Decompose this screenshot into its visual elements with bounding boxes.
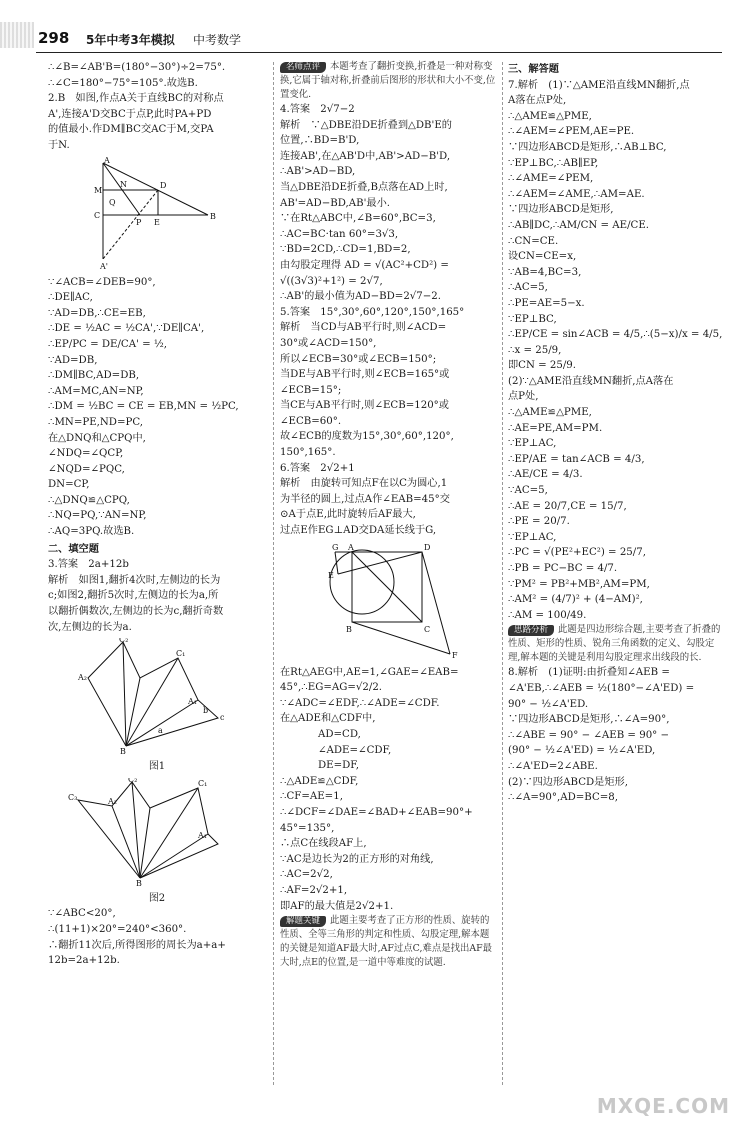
- page-header: [0, 0, 750, 52]
- text-line: ∴DE = ½AC = ½CA',∵DE∥CA',: [48, 323, 205, 335]
- point-label-P: P: [136, 217, 142, 227]
- svg-text:B: B: [136, 878, 142, 888]
- text-line: DN=CP,: [48, 479, 90, 491]
- text-line: ∴∠DCF=∠DAE=∠BAD+∠EAB=90°+: [280, 806, 473, 818]
- comment-block-2: [280, 914, 498, 970]
- text-line: ∴x = 25/9,: [508, 344, 562, 356]
- point-label-C: C: [94, 210, 101, 220]
- text-line: ∴∠B=∠AB'B=(180°−30°)÷2=75°.: [48, 62, 226, 73]
- text-line: 4.答案 2√7−2: [280, 104, 355, 115]
- text-line: ∴∠AEM=∠AME,∴AM=AE.: [508, 188, 645, 200]
- figure-q6-square-circle: [280, 542, 480, 662]
- text-line: ∵四边形ABCD是矩形,∴AB⊥BC,: [508, 141, 667, 153]
- text-line: ∴△DNQ≌△CPQ,: [48, 494, 130, 506]
- text-line: ∴PC = √(PE²+EC²) = 25/7,: [508, 547, 646, 559]
- text-line: ∴∠A=90°,AD=BC=8,: [508, 792, 618, 804]
- text-line: ⊙A于点E,此时旋转后AF最大,: [280, 509, 416, 521]
- section-heading-fill-in: 二、填空题: [48, 543, 99, 555]
- text-line: (2)∵△AME沿直线MN翻折,点A落在: [508, 375, 674, 387]
- text-line: ∵AD=DB,: [48, 354, 98, 366]
- q8-text: [508, 665, 723, 805]
- comment-badge: 解题关键: [280, 916, 326, 927]
- text-line: 在△DNQ和△CPQ中,: [48, 432, 146, 444]
- q5-text: [280, 305, 498, 461]
- text-line: 3.答案 2a+12b: [48, 559, 129, 571]
- text-line: 当CE与AB平行时,则∠ECB=120°或: [280, 400, 449, 412]
- comment-badge: 思路分析: [508, 625, 554, 636]
- text-line: ∴AQ=3PQ.故选B.: [48, 526, 135, 538]
- text-line: 45°=135°,: [280, 822, 335, 834]
- text-line: ∴DM = ½BC = CE = EB,MN = ½PC,: [48, 401, 239, 413]
- point-label-A-prime: A': [100, 261, 108, 271]
- text-line: ∴∠C=180°−75°=105°.故选B.: [48, 77, 198, 89]
- text-line: 的值最小.作DM∥BC交AC于M,交PA: [48, 124, 214, 136]
- svg-text:B: B: [346, 624, 352, 634]
- text-line: ∠ECB=60°.: [280, 415, 342, 427]
- text-line: 连接AB',在△AB'D中,AB'>AD−B'D,: [280, 150, 451, 162]
- text-line: ∵EP⊥AC,: [508, 531, 557, 543]
- q7-text: [508, 78, 723, 624]
- text-line: ∠ADE=∠CDF,: [318, 744, 392, 756]
- text-line: ∴EP/CE = sin∠ACB = 4/5,∴(5−x)/x = 4/5,: [508, 329, 723, 341]
- comment-text: 此题是四边形综合题,主要考查了折叠的性质、矩形的性质、锐角三角函数的定义、勾股定理,解本题的关键是利用勾股定理求出线段的长.: [508, 624, 721, 664]
- text-line: ∵∠ABC<20°,: [48, 908, 116, 920]
- text-line: ∴AC=5,: [508, 282, 548, 294]
- text-line: 位置,∴BD=B'D,: [280, 135, 360, 147]
- text-line: ∴PB = PC−BC = 4/7.: [508, 563, 618, 574]
- text-line: 2.B 如图,作点A关于直线BC的对称点: [48, 93, 224, 105]
- scan-edge-artifact: [0, 22, 34, 48]
- text-line: ∴CN=CE.: [508, 235, 559, 247]
- column-divider: [273, 62, 274, 1085]
- text-line: ∵BD=2CD,∴CD=1,BD=2,: [280, 244, 411, 256]
- text-line: 次,左侧边的长为a.: [48, 621, 132, 633]
- text-line: ∠A'EB,∴∠AEB = ½(180°−∠A'ED) =: [508, 682, 695, 694]
- text-line: 即AF的最大值是2√2+1.: [280, 900, 394, 912]
- text-line: ∵四边形ABCD是矩形,∴∠A=90°,: [508, 714, 670, 726]
- text-line: A落在点P处,: [508, 95, 567, 107]
- comment-text: 此题主要考查了正方形的性质、旋转的性质、全等三角形的判定和性质、勾股定理,解本题的关键是知道AF最大时,AF过点C,难点是找出AF最大时,点E的位置,是一道中等难度的试题.: [280, 915, 493, 969]
- text-line: ∴△ADE≌△CDF,: [280, 775, 359, 787]
- text-line: AD=CD,: [318, 729, 361, 740]
- text-line: A',连接A'D交BC于点P,此时PA+PD: [48, 108, 212, 120]
- text-line: ∵四边形ABCD是矩形,: [508, 204, 614, 216]
- svg-text:C: C: [424, 624, 431, 634]
- book-title: 5年中考3年模拟: [86, 33, 175, 47]
- svg-text:A₂: A₂: [78, 673, 87, 683]
- text-line: ∴(11+1)×20°=240°<360°.: [48, 924, 187, 935]
- text-line: 在△ADE和△CDF中,: [280, 713, 376, 725]
- text-line: ∠ECB=15°;: [280, 384, 342, 396]
- text-line: 7.解析 (1)∵△AME沿直线MN翻折,点: [508, 79, 690, 91]
- section-heading-solutions: 三、解答题: [508, 64, 559, 75]
- text-line: ∴△AME≌△PME,: [508, 407, 592, 419]
- svg-text:A₂: A₂: [108, 796, 117, 806]
- column-divider: [502, 62, 503, 1085]
- column-left: [48, 60, 266, 969]
- point-label-N: N: [120, 179, 127, 189]
- text-line: ∴CF=AE=1,: [280, 791, 343, 803]
- point-label-A: A: [104, 156, 110, 165]
- text-line: ∴AM = 100/49.: [508, 609, 587, 621]
- text-line: ∵EP⊥AC,: [508, 438, 557, 450]
- comment-badge: 名师点评: [280, 62, 326, 73]
- figure-1-fold: [48, 638, 258, 756]
- text-line: 点P处,: [508, 391, 539, 403]
- text-line: 90° − ½∠A'ED.: [508, 698, 589, 710]
- svg-text:A: A: [348, 542, 354, 552]
- text-line: 6.答案 2√2+1: [280, 462, 355, 474]
- text-line: ∴MN=PE,ND=PC,: [48, 416, 144, 428]
- text-line: 过点E作EG⊥AD交DA延长线于G,: [280, 525, 437, 537]
- text-line: 8.解析 (1)证明:由折叠知∠AEB =: [508, 667, 670, 679]
- text-line: √((3√3)²+1²) = 2√7,: [280, 275, 383, 287]
- q4-text: [280, 102, 498, 305]
- text-line: c;如图2,翻折5次时,左侧边的长为a,所: [48, 590, 219, 602]
- text-line: ∵AC是边长为2的正方形的对角线,: [280, 853, 434, 865]
- header-rule: [36, 52, 722, 53]
- text-line: ∴AF=2√2+1,: [280, 884, 348, 896]
- svg-text:E: E: [328, 570, 334, 580]
- text-line: 当DE与AB平行时,则∠ECB=165°或: [280, 369, 450, 381]
- svg-text:F: F: [452, 650, 458, 660]
- text-line: ∠NQD=∠PQC,: [48, 463, 125, 475]
- text-line: 解析 如图1,翻折4次时,左侧边的长为: [48, 574, 221, 586]
- figure-q2-triangle: [48, 157, 248, 272]
- page-number: 298: [38, 29, 70, 47]
- text-line: 于N.: [48, 139, 70, 151]
- text-line: ∴AM² = (4/7)² + (4−AM)²,: [508, 594, 643, 606]
- text-line: ∴AM=MC,AN=NP,: [48, 385, 144, 397]
- svg-text:G: G: [332, 542, 339, 552]
- text-line: ∴AC=BC·tan 60°=3√3,: [280, 228, 399, 240]
- svg-text:D: D: [424, 542, 431, 552]
- column-right: [508, 60, 723, 806]
- point-label-D: D: [160, 180, 167, 190]
- text-line: 当△DBE沿DE折叠,B点落在AD上时,: [280, 181, 448, 193]
- subject-label: 中考数学: [193, 33, 242, 47]
- text-line: ∵∠ACB=∠DEB=90°,: [48, 276, 156, 288]
- figure-2-fold: [48, 778, 258, 888]
- svg-text:C₂: C₂: [128, 777, 138, 784]
- column-middle: [280, 60, 498, 970]
- text-line: 12b=2a+12b.: [48, 955, 120, 967]
- text-line: 45°,∴EG=AG=√2/2.: [280, 682, 383, 694]
- text-line: ∴AB'>AD−BD,: [280, 166, 356, 178]
- q6-text: [280, 461, 498, 539]
- text-line: 解析 ∵△DBE沿DE折叠到△DB'E的: [280, 119, 452, 131]
- q6-proof: [280, 665, 498, 915]
- comment-block: [280, 60, 498, 102]
- text-line: ∴翻折11次后,所得图形的周长为a+a+: [48, 939, 226, 951]
- text-line: ∵PM² = PB²+MB²,AM=PM,: [508, 578, 650, 590]
- text-line: ∴PE=AE=5−x.: [508, 297, 585, 309]
- text-line: ∴AB∥DC,∴AM/CN = AE/CE.: [508, 219, 649, 231]
- svg-text:C₁: C₁: [198, 778, 208, 788]
- q3-conclusion: [48, 906, 266, 968]
- svg-text:A₁: A₁: [198, 830, 207, 840]
- svg-text:A₁: A₁: [188, 697, 197, 707]
- text-line: ∵EP⊥BC,: [508, 313, 557, 325]
- text-line: ∴AB'的最小值为AD−BD=2√7−2.: [280, 291, 442, 303]
- text-line: ∴NQ=PQ,∵AN=NP,: [48, 510, 147, 522]
- text-line: ∴△AME≌△PME,: [508, 110, 592, 122]
- text-line: ∴DE∥AC,: [48, 292, 93, 304]
- text-line: 解析 当CD与AB平行时,则∠ACD=: [280, 322, 447, 334]
- figure-1-caption: 图1: [148, 761, 166, 773]
- text-line: 为半径的圆上,过点A作∠EAB=45°交: [280, 493, 450, 505]
- text-line: ∵EP⊥BC,∴AB∥EP,: [508, 157, 599, 169]
- text-line: 解析 由旋转可知点F在以C为圆心,1: [280, 478, 448, 490]
- text-line: ∵在Rt△ABC中,∠B=60°,BC=3,: [280, 213, 436, 225]
- svg-text:C₁: C₁: [176, 649, 186, 659]
- text-line: ∠NDQ=∠QCP,: [48, 448, 124, 460]
- text-line: ∴AC=2√2,: [280, 869, 333, 881]
- point-label-M: M: [94, 185, 103, 195]
- text-line: ∴点C在线段AF上,: [280, 838, 367, 850]
- q1-q2-text: [48, 60, 266, 154]
- svg-text:a: a: [158, 726, 163, 736]
- text-line: ∴PE = 20/7.: [508, 516, 570, 528]
- text-line: ∴AE=PE,AM=PM.: [508, 422, 603, 434]
- text-line: 设CN=CE=x,: [508, 251, 577, 263]
- point-label-E: E: [154, 217, 160, 227]
- comment-block-3: [508, 623, 723, 665]
- text-line: ∴DM∥BC,AD=DB,: [48, 370, 140, 382]
- text-line: ∵AD=DB,∴CE=EB,: [48, 307, 146, 319]
- text-line: 30°或∠ACD=150°,: [280, 337, 377, 349]
- text-line: ∵AC=5,: [508, 485, 548, 497]
- text-line: ∵∠ADC=∠EDF,∴∠ADE=∠CDF.: [280, 697, 440, 709]
- svg-text:C₃: C₃: [68, 792, 78, 802]
- text-line: 5.答案 15°,30°,60°,120°,150°,165°: [280, 306, 465, 318]
- svg-text:c: c: [220, 713, 225, 723]
- text-line: 故∠ECB的度数为15°,30°,60°,120°,: [280, 431, 454, 443]
- text-line: ∴EP/AE = tan∠ACB = 4/3,: [508, 453, 645, 465]
- text-line: ∴∠AME=∠PEM,: [508, 173, 594, 185]
- text-line: 在Rt△AEG中,AE=1,∠GAE=∠EAB=: [280, 666, 459, 678]
- text-line: ∴EP/PC = DE/CA' = ½,: [48, 338, 167, 350]
- q3-text: [48, 557, 266, 635]
- text-line: (2)∵四边形ABCD是矩形,: [508, 776, 628, 788]
- text-line: 150°,165°.: [280, 447, 336, 459]
- text-line: 即CN = 25/9.: [508, 360, 577, 372]
- point-label-Q: Q: [109, 197, 116, 207]
- text-line: ∴∠AEM=∠PEM,AE=PE.: [508, 126, 635, 138]
- comment-text: 本题考查了翻折变换,折叠是一种对称变换,它属于轴对称,折叠前后图形的形状和大小不变,位置变化.: [280, 61, 496, 100]
- text-line: 所以∠ECB=30°或∠ECB=150°;: [280, 353, 437, 365]
- text-line: ∴AE/CE = 4/3.: [508, 469, 583, 481]
- svg-text:b: b: [203, 706, 209, 716]
- svg-text:C₂: C₂: [119, 638, 129, 645]
- text-line: 以翻折偶数次,左侧边的长为c,翻折奇数: [48, 606, 224, 618]
- text-line: AB'=AD−BD,AB'最小.: [280, 197, 391, 209]
- q2-proof: [48, 275, 266, 540]
- text-line: (90° − ½∠A'ED) = ½∠A'ED,: [508, 745, 656, 757]
- text-line: DE=DF,: [318, 760, 360, 772]
- text-line: ∴∠A'ED=2∠ABE.: [508, 760, 598, 772]
- text-line: ∴AE = 20/7,CE = 15/7,: [508, 500, 627, 512]
- text-line: ∵AB=4,BC=3,: [508, 266, 582, 278]
- text-line: 由勾股定理得 AD = √(AC²+CD²) =: [280, 259, 449, 271]
- watermark: MXQE.COM: [596, 1094, 730, 1119]
- text-line: ∴∠ABE = 90° − ∠AEB = 90° −: [508, 729, 670, 741]
- figure-2-caption: 图2: [148, 892, 166, 904]
- point-label-B: B: [210, 211, 216, 221]
- svg-text:B: B: [120, 747, 126, 757]
